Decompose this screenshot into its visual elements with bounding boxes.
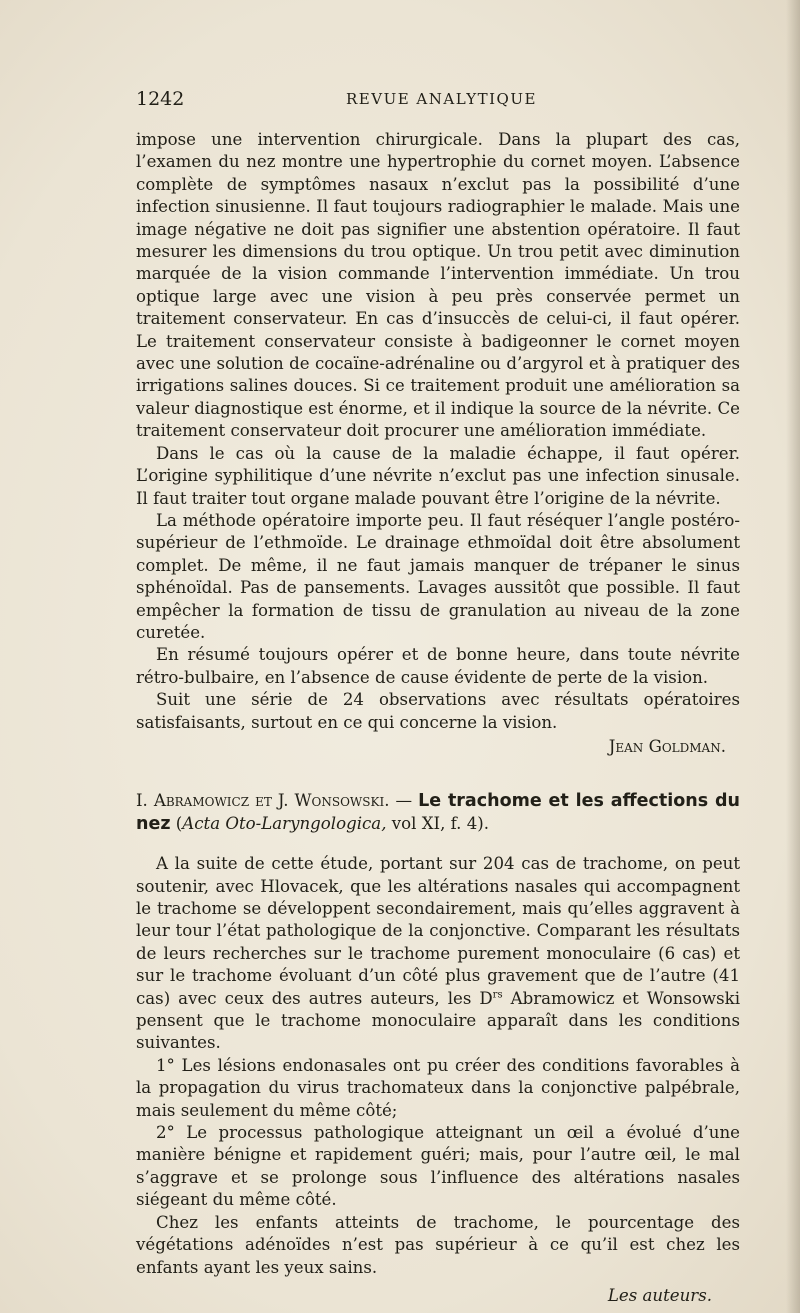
review-signature: Les auteurs. bbox=[607, 1285, 712, 1305]
review-authors: I. Abramowicz et J. Wonsowski. bbox=[136, 791, 390, 811]
paragraph: En résumé toujours opérer et de bonne heure, dans toute névrite rétro-bulbaire, en l’absence de cause évidente de perte de la vision. bbox=[136, 645, 740, 687]
paragraph bbox=[136, 853, 740, 1055]
review-title: Le trachome et les affections du nez bbox=[136, 791, 740, 834]
paragraph: Dans le cas où la cause de la maladie échappe, il faut opérer. L’origine syphilitique d’une névrite n’exclut pas une infection sinusale. Il faut traiter tout organe malade pouvant être l’origine de la névrite. bbox=[136, 443, 740, 508]
citation-journal: Acta Oto-Laryngologica, bbox=[182, 813, 387, 833]
doctors-abbrev-sup: rs bbox=[492, 989, 503, 1001]
article-trachome bbox=[136, 790, 740, 1307]
paragraph-text: A la suite de cette étude, portant sur 204 cas de trachome, on peut soutenir, avec Hlovacek, que les altérations nasales qui accompagnent le trachome se développent secondairement, mais qu’elles aggravent à leur tour l’état pathologique de la conjonctive. Comparant les résultats de leurs recherches sur le trachome purement monoculaire (6 cas) et sur le trachome évoluant d’un côté plus gravement que de l’autre (41 cas) avec ceux des autres auteurs, les bbox=[136, 854, 740, 1008]
review-heading bbox=[136, 790, 740, 835]
paragraph: 1° Les lésions endonasales ont pu créer des conditions favorables à la propagation du virus trachomateux dans la conjonctive palpébrale, mais seulement du même côté; bbox=[136, 1055, 740, 1120]
paragraph: Chez les enfants atteints de trachome, le pourcentage des végétations adénoïdes n’est pas supérieur à ce qu’il est chez les enfants ayant les yeux sains. bbox=[136, 1212, 740, 1277]
author-signature: Jean Goldman. bbox=[608, 736, 726, 756]
page-number: 1242 bbox=[136, 88, 185, 110]
page-content bbox=[136, 129, 740, 1307]
paragraph: impose une intervention chirurgicale. Dans la plupart des cas, l’examen du nez montre une hypertrophie du cornet moyen. L’absence complète de symptômes nasaux n’exclut pas la possibilité d’une infection sinusienne. Il faut toujours radiographier le malade. Mais une image négative ne doit pas signifier une abstention opératoire. Il faut mesurer les dimensions du trou optique. Un trou petit avec diminution marquée de la vision commande l’intervention immédiate. Un trou optique large avec une vision à peu près conservée permet un traitement conservateur. En cas d’insuccès de celui-ci, il faut opérer. Le traitement conservateur consiste à badigeonner le cornet moyen avec une solution de cocaïne-adrénaline ou d’argyrol et à pratiquer des irrigations salines douces. Si ce traitement produit une amélioration sa valeur diagnostique est énorme, et il indique la source de la névrite. Ce traitement conservateur doit procurer une amélioration immédiate. bbox=[136, 130, 740, 441]
citation-volume: vol XI, f. 4). bbox=[391, 813, 490, 833]
doctors-abbrev: D bbox=[479, 988, 493, 1008]
heading-dash: — bbox=[395, 791, 413, 811]
article-goldman bbox=[136, 129, 740, 758]
paragraph: 2° Le processus pathologique atteignant un œil a évolué d’une manière bénigne et rapidement guéri; mais, pour l’autre œil, le mal s’aggrave et se prolonge sous l’influence des altérations nasales siégeant du même côté. bbox=[136, 1123, 740, 1210]
paragraph: La méthode opératoire importe peu. Il faut réséquer l’angle postéro-supérieur de l’ethmoïde. Le drainage ethmoïdal doit être absolument complet. De même, il ne faut jamais manquer de trépaner le sinus sphénoïdal. Pas de pansements. Lavages aussitôt que possible. Il faut empêcher la formation de tissu de granulation au niveau de la zone curetée. bbox=[136, 510, 740, 642]
paragraph: Suit une série de 24 observations avec résultats opératoires satisfaisants, surtout en ce qui concerne la vision. bbox=[136, 690, 740, 732]
citation-open: ( bbox=[175, 813, 183, 833]
page-edge-shadow bbox=[786, 0, 800, 1313]
paragraph-text-tail: Abramowicz et Wonsowski pensent que le trachome monoculaire apparaît dans les conditions suivantes. bbox=[136, 988, 741, 1053]
running-head bbox=[136, 88, 738, 112]
journal-title: REVUE ANALYTIQUE bbox=[346, 90, 537, 108]
